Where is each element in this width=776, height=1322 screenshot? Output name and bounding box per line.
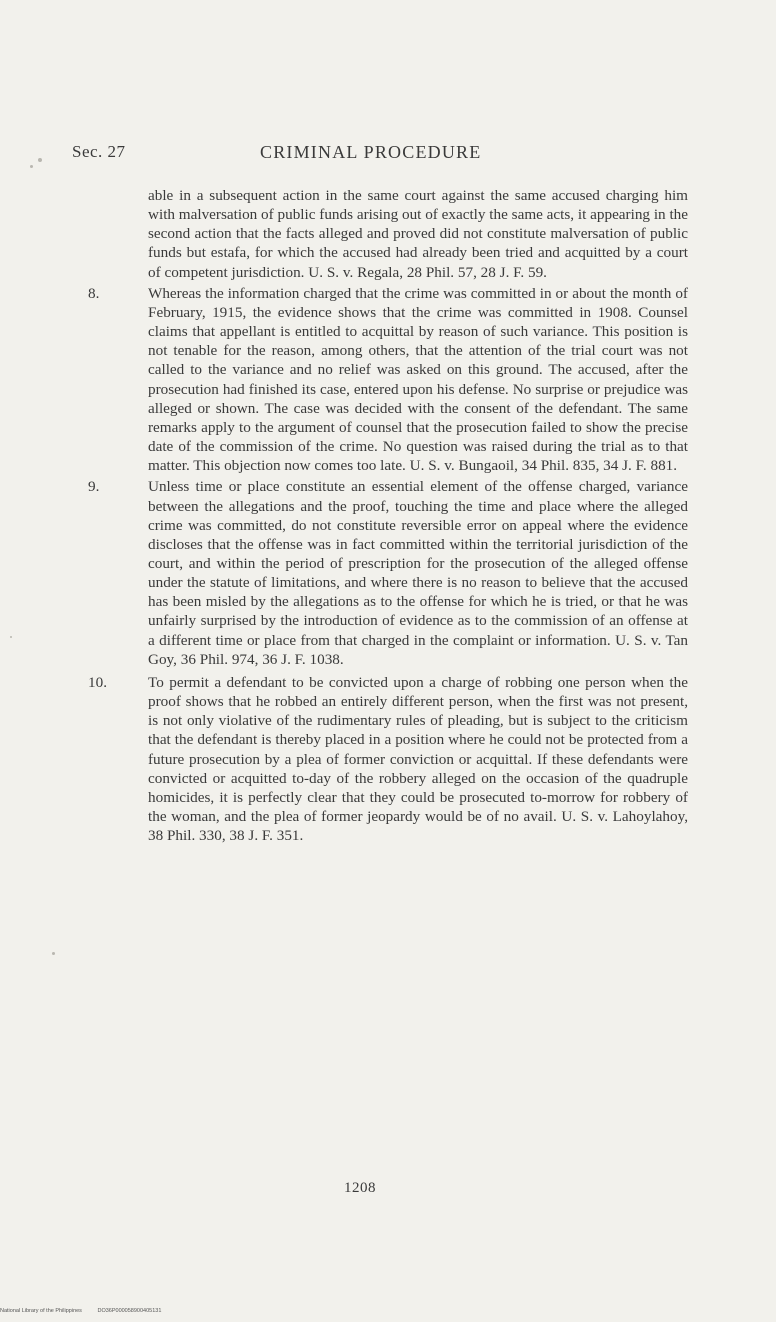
item-text: To permit a defendant to be convicted upon a charge of robbing one person when the proof shows that he robbed an entirely different person, when the first was not present, is not only violative of the rudimentary rules of pleading, but is subject to the criticism that the defendant is thereby placed in a position where he could not be protected from a future prosecution by a plea of former conviction or acquittal. If these defendants were convicted or acquitted to-day of the robbery alleged on the occasion of the quadruple homicides, it is perfectly clear that they could be prosecuted to-morrow for robbery of the woman, and the plea of former jeopardy would be of no avail. U. S. v. Lahoylahoy, 38 Phil. 330, 38 J. F. 351. <box>148 673 688 845</box>
list-item-10 <box>88 673 688 845</box>
item-text: Whereas the information charged that the crime was committed in or about the month of February, 1915, the evidence shows that the crime was committed in 1908. Counsel claims that appellant is entitled to acquittal by reason of such variance. This position is not tenable for the reason, among others, that the attention of the trial court was not called to the variance and no relief was asked on this ground. The accused, after the prosecution had finished its case, entered upon his defense. No surprise or prejudice was alleged or shown. The case was decided with the consent of the defendant. The same remarks apply to the argument of counsel that the prosecution failed to show the precise date of the commission of the crime. No question was raised during the trial as to that matter. This objection now comes too late. U. S. v. Bungaoil, 34 Phil. 835, 34 J. F. 881. <box>148 284 688 475</box>
item-number: 10. <box>88 673 107 691</box>
item-text: Unless time or place constitute an essential element of the offense charged, variance between the allegations and the proof, touching the time and place where the alleged crime was committed, do not constitute reversible error on appeal where the evidence discloses that the offense was in fact committed within the territorial jurisdiction of the court, and within the period of prescription for the prosecution of the alleged offense under the statute of limitations, and where there is no reason to believe that the accused has been misled by the allegations as to the offense for which he is tried, or that he was unfairly surprised by the introduction of evidence as to the commission of an offense at a different time or place from that charged in the complaint or information. U. S. v. Tan Goy, 36 Phil. 974, 36 J. F. 1038. <box>148 478 688 668</box>
list-item-9 <box>88 477 688 669</box>
library-name: National Library of the Philippines <box>0 1308 82 1314</box>
item-number: 8. <box>88 284 100 302</box>
page-speck <box>52 952 55 955</box>
page-speck <box>10 636 12 638</box>
page-speck <box>30 165 33 168</box>
page-number: 1208 <box>344 1180 376 1196</box>
footer-stamp <box>0 1308 175 1314</box>
page-speck <box>38 158 42 162</box>
page-title: CRIMINAL PROCEDURE <box>260 142 482 162</box>
list-item-8 <box>88 284 688 476</box>
item-number: 9. <box>88 478 100 496</box>
continuation-paragraph: able in a subsequent action in the same court against the same accused charging him with malversation of public funds arising out of exactly the same acts, it appearing in the second action that the facts alleged and proved did not constitute malversation of public funds but estafa, for which the accused had already been tried and acquitted by a court of competent jurisdiction. U. S. v. Regala, 28 Phil. 57, 28 J. F. 59. <box>148 187 688 281</box>
running-header <box>72 142 692 166</box>
document-code: DO36P000058900405131 <box>97 1308 162 1314</box>
section-label: Sec. 27 <box>72 142 126 161</box>
page-body <box>88 186 688 845</box>
